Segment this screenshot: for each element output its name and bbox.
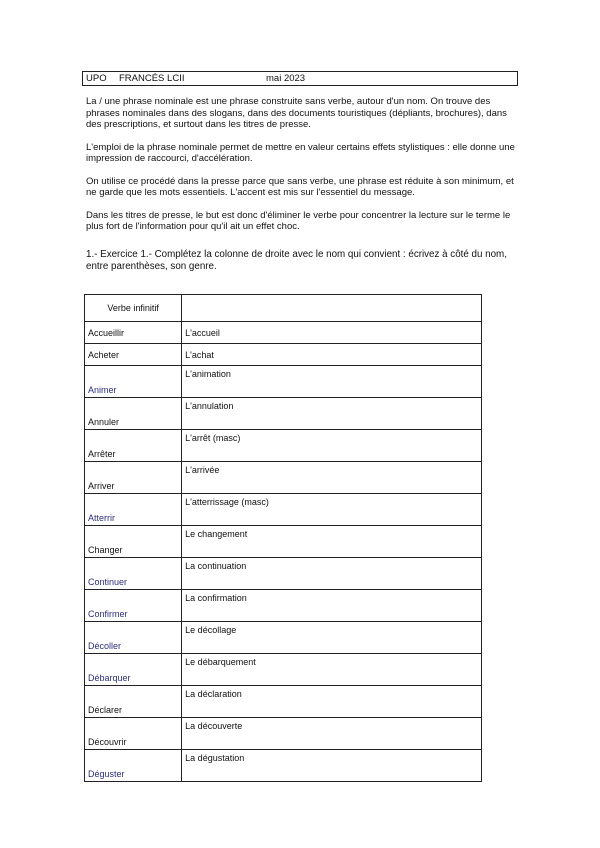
- noun-cell: L'accueil: [182, 322, 482, 344]
- verb-cell: Annuler: [85, 398, 182, 430]
- verb-cell: Changer: [85, 526, 182, 558]
- header-verb-infinitive: Verbe infinitif: [85, 295, 182, 322]
- verb-cell: Animer: [85, 366, 182, 398]
- table-row: [85, 398, 482, 430]
- noun-cell: L'animation: [182, 366, 482, 398]
- noun-cell: Le débarquement: [182, 654, 482, 686]
- paragraph: On utilise ce procédé dans la presse parce que sans verbe, une phrase est réduite à son minimum, et ne garde que les mots essentiels. L'accent est mis sur l'essentiel du message.: [86, 175, 514, 198]
- noun-cell: L'atterrissage (masc): [182, 494, 482, 526]
- table-row: [85, 622, 482, 654]
- table-row: [85, 344, 482, 366]
- noun-cell: Le changement: [182, 526, 482, 558]
- verb-cell: Déclarer: [85, 686, 182, 718]
- table-row: [85, 430, 482, 462]
- table-row: [85, 462, 482, 494]
- table-row: [85, 494, 482, 526]
- table-row: [85, 558, 482, 590]
- verb-cell: Accueillir: [85, 322, 182, 344]
- table-row: [85, 366, 482, 398]
- table-row: [85, 718, 482, 750]
- paragraph: La / une phrase nominale est une phrase construite sans verbe, autour d'un nom. On trouve des phrases nominales dans des slogans, dans des documents touristiques (dépliants, brochures), dans des prescriptions, et surtout dans les titres de presse.: [86, 96, 507, 130]
- paragraph: L'emploi de la phrase nominale permet de mettre en valeur certains effets stylistiques : elle donne une impression de raccourci, d'accélération.: [86, 141, 515, 164]
- table-row: [85, 526, 482, 558]
- verb-cell: Débarquer: [85, 654, 182, 686]
- table-row: [85, 750, 482, 782]
- header-noun: [182, 295, 482, 322]
- verb-cell: Acheter: [85, 344, 182, 366]
- document-header: [82, 71, 518, 86]
- table-row: [85, 686, 482, 718]
- noun-cell: L'annulation: [182, 398, 482, 430]
- intro-text: [86, 96, 516, 244]
- exercise-instruction: 1.- Exercice 1.- Complétez la colonne de droite avec le nom qui convient : écrivez à côté du nom, entre parenthèses, son genre.: [86, 249, 507, 272]
- noun-cell: La découverte: [182, 718, 482, 750]
- verb-cell: Confirmer: [85, 590, 182, 622]
- table-row: [85, 322, 482, 344]
- verb-cell: Découvrir: [85, 718, 182, 750]
- paragraph: Dans les titres de presse, le but est donc d'éliminer le verbe pour concentrer la lecture sur le terme le plus fort de l'information pour qu'il ait un effet choc.: [86, 209, 511, 232]
- noun-cell: La dégustation: [182, 750, 482, 782]
- noun-cell: La continuation: [182, 558, 482, 590]
- noun-cell: Le décollage: [182, 622, 482, 654]
- noun-cell: L'arrêt (masc): [182, 430, 482, 462]
- noun-cell: La confirmation: [182, 590, 482, 622]
- verb-cell: Arrêter: [85, 430, 182, 462]
- verb-cell: Déguster: [85, 750, 182, 782]
- header-course: FRANCÉS LCII: [119, 73, 185, 84]
- verb-cell: Arriver: [85, 462, 182, 494]
- header-date: mai 2023: [266, 73, 306, 84]
- table-header-row: [85, 295, 482, 322]
- verb-noun-table: [84, 294, 482, 782]
- table-row: [85, 590, 482, 622]
- header-institution: UPO: [86, 73, 107, 84]
- verb-cell: Continuer: [85, 558, 182, 590]
- noun-cell: L'achat: [182, 344, 482, 366]
- noun-cell: L'arrivée: [182, 462, 482, 494]
- verb-cell: Atterrir: [85, 494, 182, 526]
- verb-cell: Décoller: [85, 622, 182, 654]
- table-row: [85, 654, 482, 686]
- noun-cell: La déclaration: [182, 686, 482, 718]
